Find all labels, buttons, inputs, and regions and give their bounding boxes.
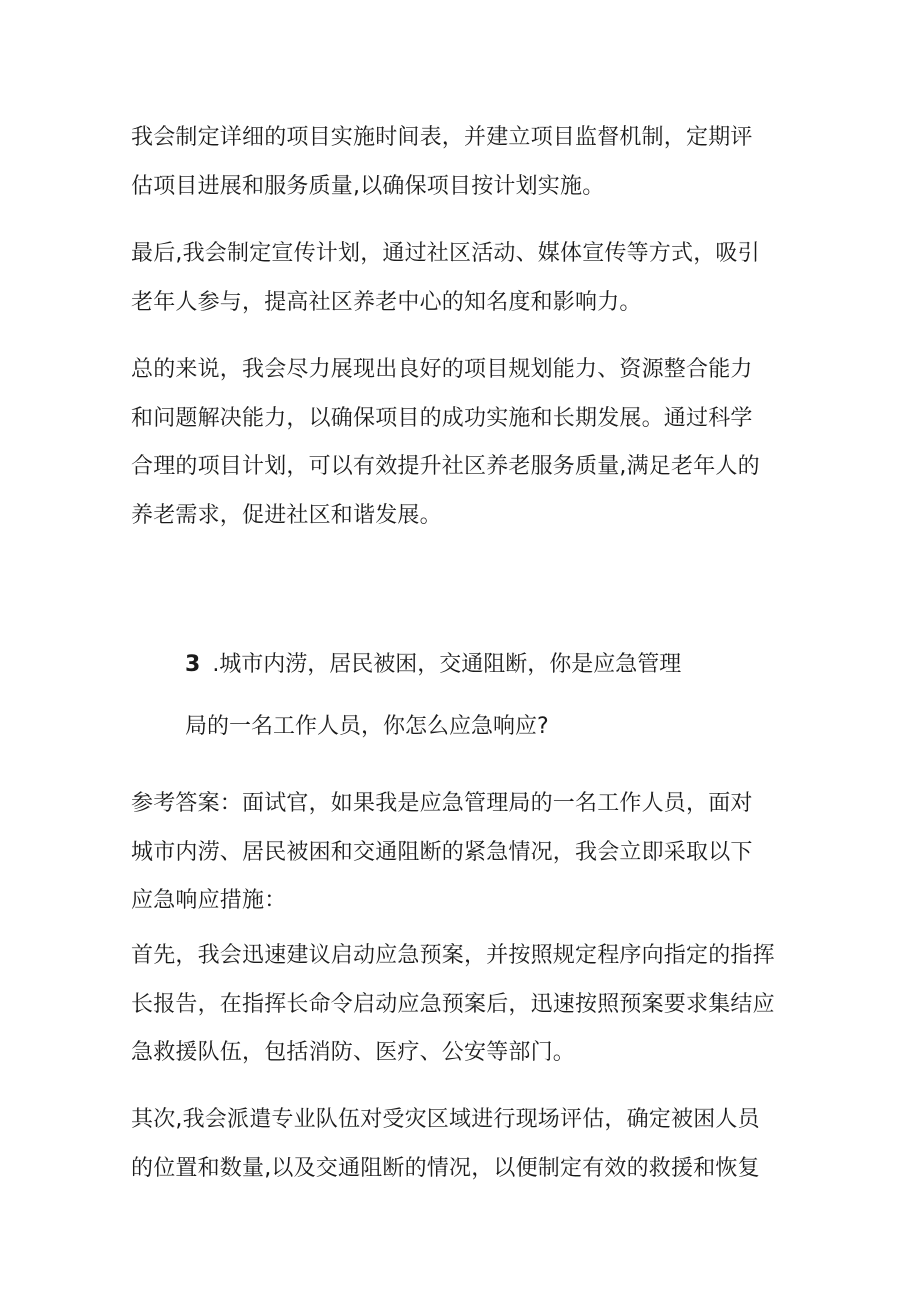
question-line-1 xyxy=(185,634,785,696)
text-line: 最后,我会制定宣传计划，通过社区活动、媒体宣传等方式，吸引 xyxy=(131,241,760,266)
text-line: 首先，我会迅速建议启动应急预案，并按照规定程序向指定的指挥 xyxy=(131,943,775,968)
paragraph-promotion xyxy=(131,230,811,327)
question-line-2: 局的一名工作人员，你怎么应急响应? xyxy=(185,714,549,739)
text-line: 估项目进展和服务质量,以确保项目按计划实施。 xyxy=(131,173,605,199)
text-line: 急救援队伍，包括消防、医疗、公安等部门。 xyxy=(131,1040,576,1065)
paragraph-answer-first xyxy=(131,932,811,1078)
paragraph-summary xyxy=(131,346,811,540)
paragraph-schedule xyxy=(131,114,811,211)
question-text-1: .城市内涝，居民被困，交通阻断，你是应急管理 xyxy=(212,652,682,677)
text-line: 合理的项目计划，可以有效提升社区养老服务质量,满足老年人的 xyxy=(131,454,760,479)
text-line: 总的来说，我会尽力展现出良好的项目规划能力、资源整合能力 xyxy=(131,357,753,382)
text-line: 和问题解决能力，以确保项目的成功实施和长期发展。通过科学 xyxy=(131,405,753,431)
question-heading xyxy=(185,634,785,758)
text-line: 的位置和数量,以及交通阻断的情况，以便制定有效的救援和恢复 xyxy=(131,1155,760,1181)
text-line: 老年人参与，提高社区养老中心的知名度和影响力。 xyxy=(131,289,642,315)
paragraph-answer-second xyxy=(131,1096,811,1193)
text-line: 长报告，在指挥长命令启动应急预案后，迅速按照预案要求集结应 xyxy=(131,991,775,1017)
text-line: 城市内涝、居民被困和交通阻断的紧急情况，我会立即采取以下 xyxy=(131,839,753,865)
text-line: 应急响应措施： xyxy=(131,888,287,913)
text-line: 其次,我会派遣专业队伍对受灾区域进行现场评估，确定被困人员 xyxy=(131,1107,760,1132)
question-number: 3 xyxy=(185,652,201,677)
text-line: 参考答案：面试官，如果我是应急管理局的一名工作人员，面对 xyxy=(131,791,753,816)
text-line: 我会制定详细的项目实施时间表，并建立项目监督机制，定期评 xyxy=(131,125,753,150)
text-line: 养老需求，促进社区和谐发展。 xyxy=(131,502,442,528)
paragraph-answer-intro xyxy=(131,780,811,926)
